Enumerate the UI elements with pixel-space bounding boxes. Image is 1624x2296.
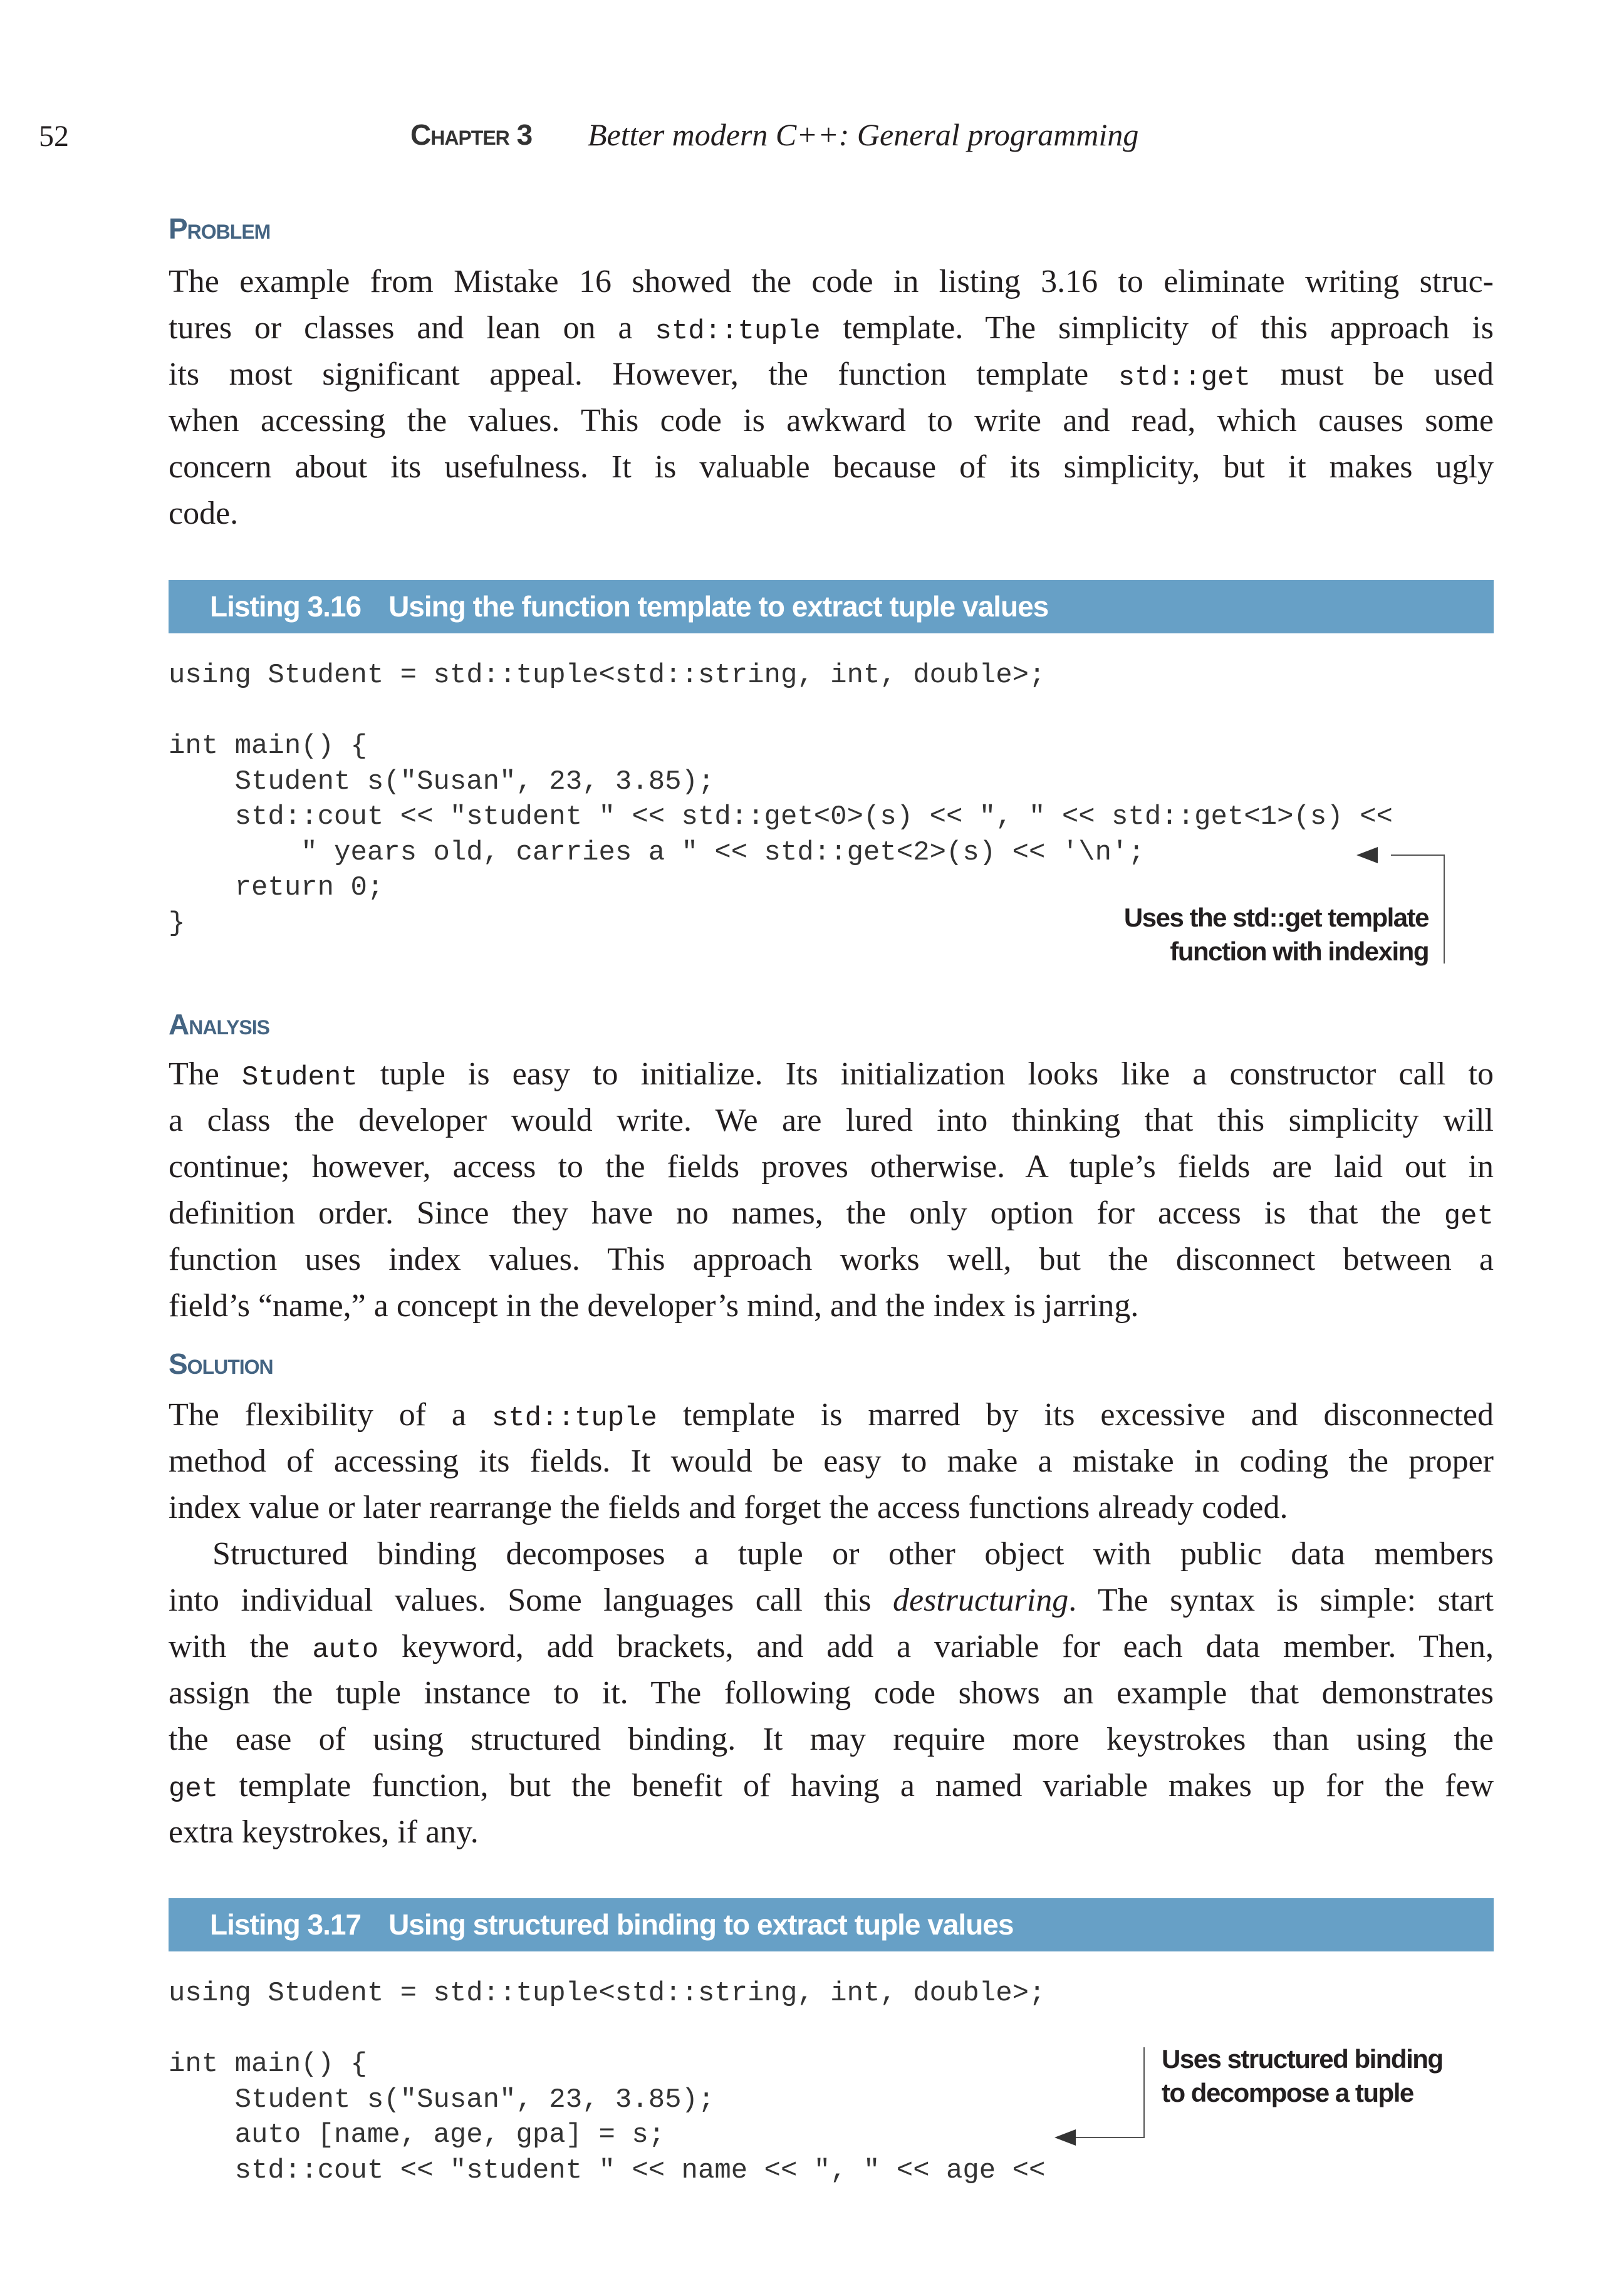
code-line: using Student = std::tuple<std::string, int, double>;	[169, 660, 1046, 691]
code-line: }	[169, 907, 185, 939]
code-line: return 0;	[169, 872, 384, 903]
text-run: keyword, add brackets, and add a variable for each data member. Then,	[378, 1629, 1494, 1665]
text-run: its most significant appeal. However, the function template	[169, 356, 1118, 392]
code-line: int main() {	[169, 2049, 367, 2080]
text-line	[169, 305, 1494, 351]
text-run: function uses index values. This approach works well, but the disconnect between a	[169, 1242, 1494, 1277]
text-line	[169, 1717, 1494, 1763]
code-line: auto [name, age, gpa] = s;	[169, 2119, 665, 2151]
text-line	[169, 1485, 1494, 1531]
listing-title: Using structured binding to extract tuple values	[388, 1908, 1014, 1941]
text-run: definition order. Since they have no names, the only option for access is that the	[169, 1195, 1444, 1231]
listing-title: Using the function template to extract tuple values	[388, 590, 1049, 623]
inline-code: get	[1444, 1201, 1494, 1232]
text-line	[169, 1438, 1494, 1485]
chapter-title: Better modern C++: General programming	[588, 117, 1139, 152]
inline-code: std::tuple	[491, 1403, 657, 1434]
text-run: template. The simplicity of this approach is	[820, 310, 1494, 346]
code-line: " years old, carries a " << std::get<2>(s) << '\n';	[169, 836, 1145, 868]
text-run: assign the tuple instance to it. The following code shows an example that demonstrates	[169, 1675, 1494, 1711]
text-run: Structured binding decomposes a tuple or other object with public data members	[212, 1536, 1494, 1572]
callout-line	[1075, 2137, 1145, 2138]
text-run: template function, but the benefit of having a named variable makes up for the few	[218, 1768, 1494, 1804]
problem-heading: Problem	[169, 212, 271, 245]
text-run: when accessing the values. This code is awkward to write and read, which causes some	[169, 403, 1494, 439]
code-line: std::cout << "student " << std::get<0>(s) << ", " << std::get<1>(s) <<	[169, 801, 1393, 833]
text-run: code.	[169, 496, 239, 531]
code-line	[169, 2012, 1045, 2047]
inline-code: auto	[312, 1634, 379, 1666]
text-run: The flexibility of a	[169, 1397, 492, 1433]
text-run: The example from Mistake 16 showed the code in listing 3.16 to eliminate writing struc-	[169, 264, 1494, 299]
text-line	[169, 1098, 1494, 1144]
code-line	[169, 693, 1393, 729]
code-listing-3-17	[169, 1976, 1045, 2188]
text-run: continue; however, access to the fields proves otherwise. A tuple’s fields are laid out in	[169, 1149, 1494, 1185]
text-run: field’s “name,” a concept in the developer’s mind, and the index is jarring.	[169, 1288, 1139, 1324]
text-line	[169, 1763, 1494, 1809]
text-line	[169, 444, 1494, 491]
annotation-line: Uses structured binding	[1162, 2044, 1443, 2074]
text-line	[169, 1283, 1494, 1329]
text-run: concern about its usefulness. It is valuable because of its simplicity, but it makes ugly	[169, 449, 1494, 485]
text-run: tuple is easy to initialize. Its initialization looks like a constructor call to	[357, 1056, 1494, 1092]
callout-line	[1391, 855, 1444, 856]
text-run: index value or later rearrange the fields and forget the access functions already coded.	[169, 1490, 1288, 1525]
inline-code: Student	[241, 1062, 358, 1093]
code-line: Student s("Susan", 23, 3.85);	[169, 766, 715, 797]
arrow-icon	[1356, 847, 1378, 863]
text-line	[169, 1190, 1494, 1237]
text-line	[169, 1531, 1494, 1577]
problem-paragraph	[169, 259, 1494, 537]
analysis-heading: Analysis	[169, 1008, 269, 1041]
code-line: Student s("Susan", 23, 3.85);	[169, 2084, 715, 2116]
annotation-line: function with indexing	[1170, 937, 1429, 966]
text-line	[169, 491, 1494, 537]
annotation-3-17	[1162, 2042, 1443, 2110]
text-line	[169, 1237, 1494, 1283]
text-line	[169, 1144, 1494, 1190]
text-run: template is marred by its excessive and disconnected	[657, 1397, 1494, 1433]
page-number: 52	[39, 120, 69, 153]
annotation-line: to decompose a tuple	[1162, 2078, 1413, 2107]
text-run: destructuring	[893, 1582, 1069, 1618]
inline-code: get	[169, 1774, 219, 1805]
solution-heading: Solution	[169, 1348, 273, 1380]
annotation-3-16	[1124, 901, 1429, 969]
inline-code: std::get	[1118, 362, 1251, 393]
text-run: into individual values. Some languages call this	[169, 1582, 893, 1618]
code-line: std::cout << "student " << name << ", " << age <<	[169, 2154, 1046, 2186]
arrow-icon	[1054, 2129, 1076, 2146]
text-line	[169, 351, 1494, 398]
listing-number: Listing 3.17	[210, 1908, 362, 1941]
text-run: must be used	[1250, 356, 1494, 392]
text-run: the ease of using structured binding. It may require more keystrokes than using the	[169, 1722, 1494, 1757]
listing-3-16-banner	[169, 580, 1494, 633]
solution-paragraph	[169, 1392, 1494, 1856]
text-run: The	[169, 1056, 242, 1092]
text-line	[169, 259, 1494, 305]
analysis-paragraph	[169, 1051, 1494, 1329]
inline-code: std::tuple	[655, 316, 821, 347]
text-run: a class the developer would write. We are lured into thinking that this simplicity will	[169, 1103, 1494, 1138]
text-line	[169, 1624, 1494, 1670]
code-line: using Student = std::tuple<std::string, int, double>;	[169, 1978, 1046, 2009]
callout-bracket	[1143, 2047, 1145, 2138]
text-line	[169, 1051, 1494, 1098]
annotation-line: Uses the std::get template	[1123, 903, 1429, 932]
code-listing-3-16	[169, 658, 1393, 941]
text-line	[169, 1809, 1494, 1856]
text-run: with the	[169, 1629, 313, 1665]
text-line	[169, 1392, 1494, 1438]
text-run: tures or classes and lean on a	[169, 310, 655, 346]
callout-bracket	[1444, 855, 1445, 964]
text-line	[169, 1670, 1494, 1717]
code-line: int main() {	[169, 730, 367, 762]
text-run: method of accessing its fields. It would be easy to make a mistake in coding the proper	[169, 1443, 1494, 1479]
text-run: . The syntax is simple: start	[1068, 1582, 1494, 1618]
text-run: extra keystrokes, if any.	[169, 1814, 479, 1850]
listing-number: Listing 3.16	[210, 590, 362, 623]
text-line	[169, 1577, 1494, 1624]
listing-3-17-banner	[169, 1898, 1494, 1951]
chapter-label: Chapter 3	[410, 118, 533, 151]
text-line	[169, 398, 1494, 444]
